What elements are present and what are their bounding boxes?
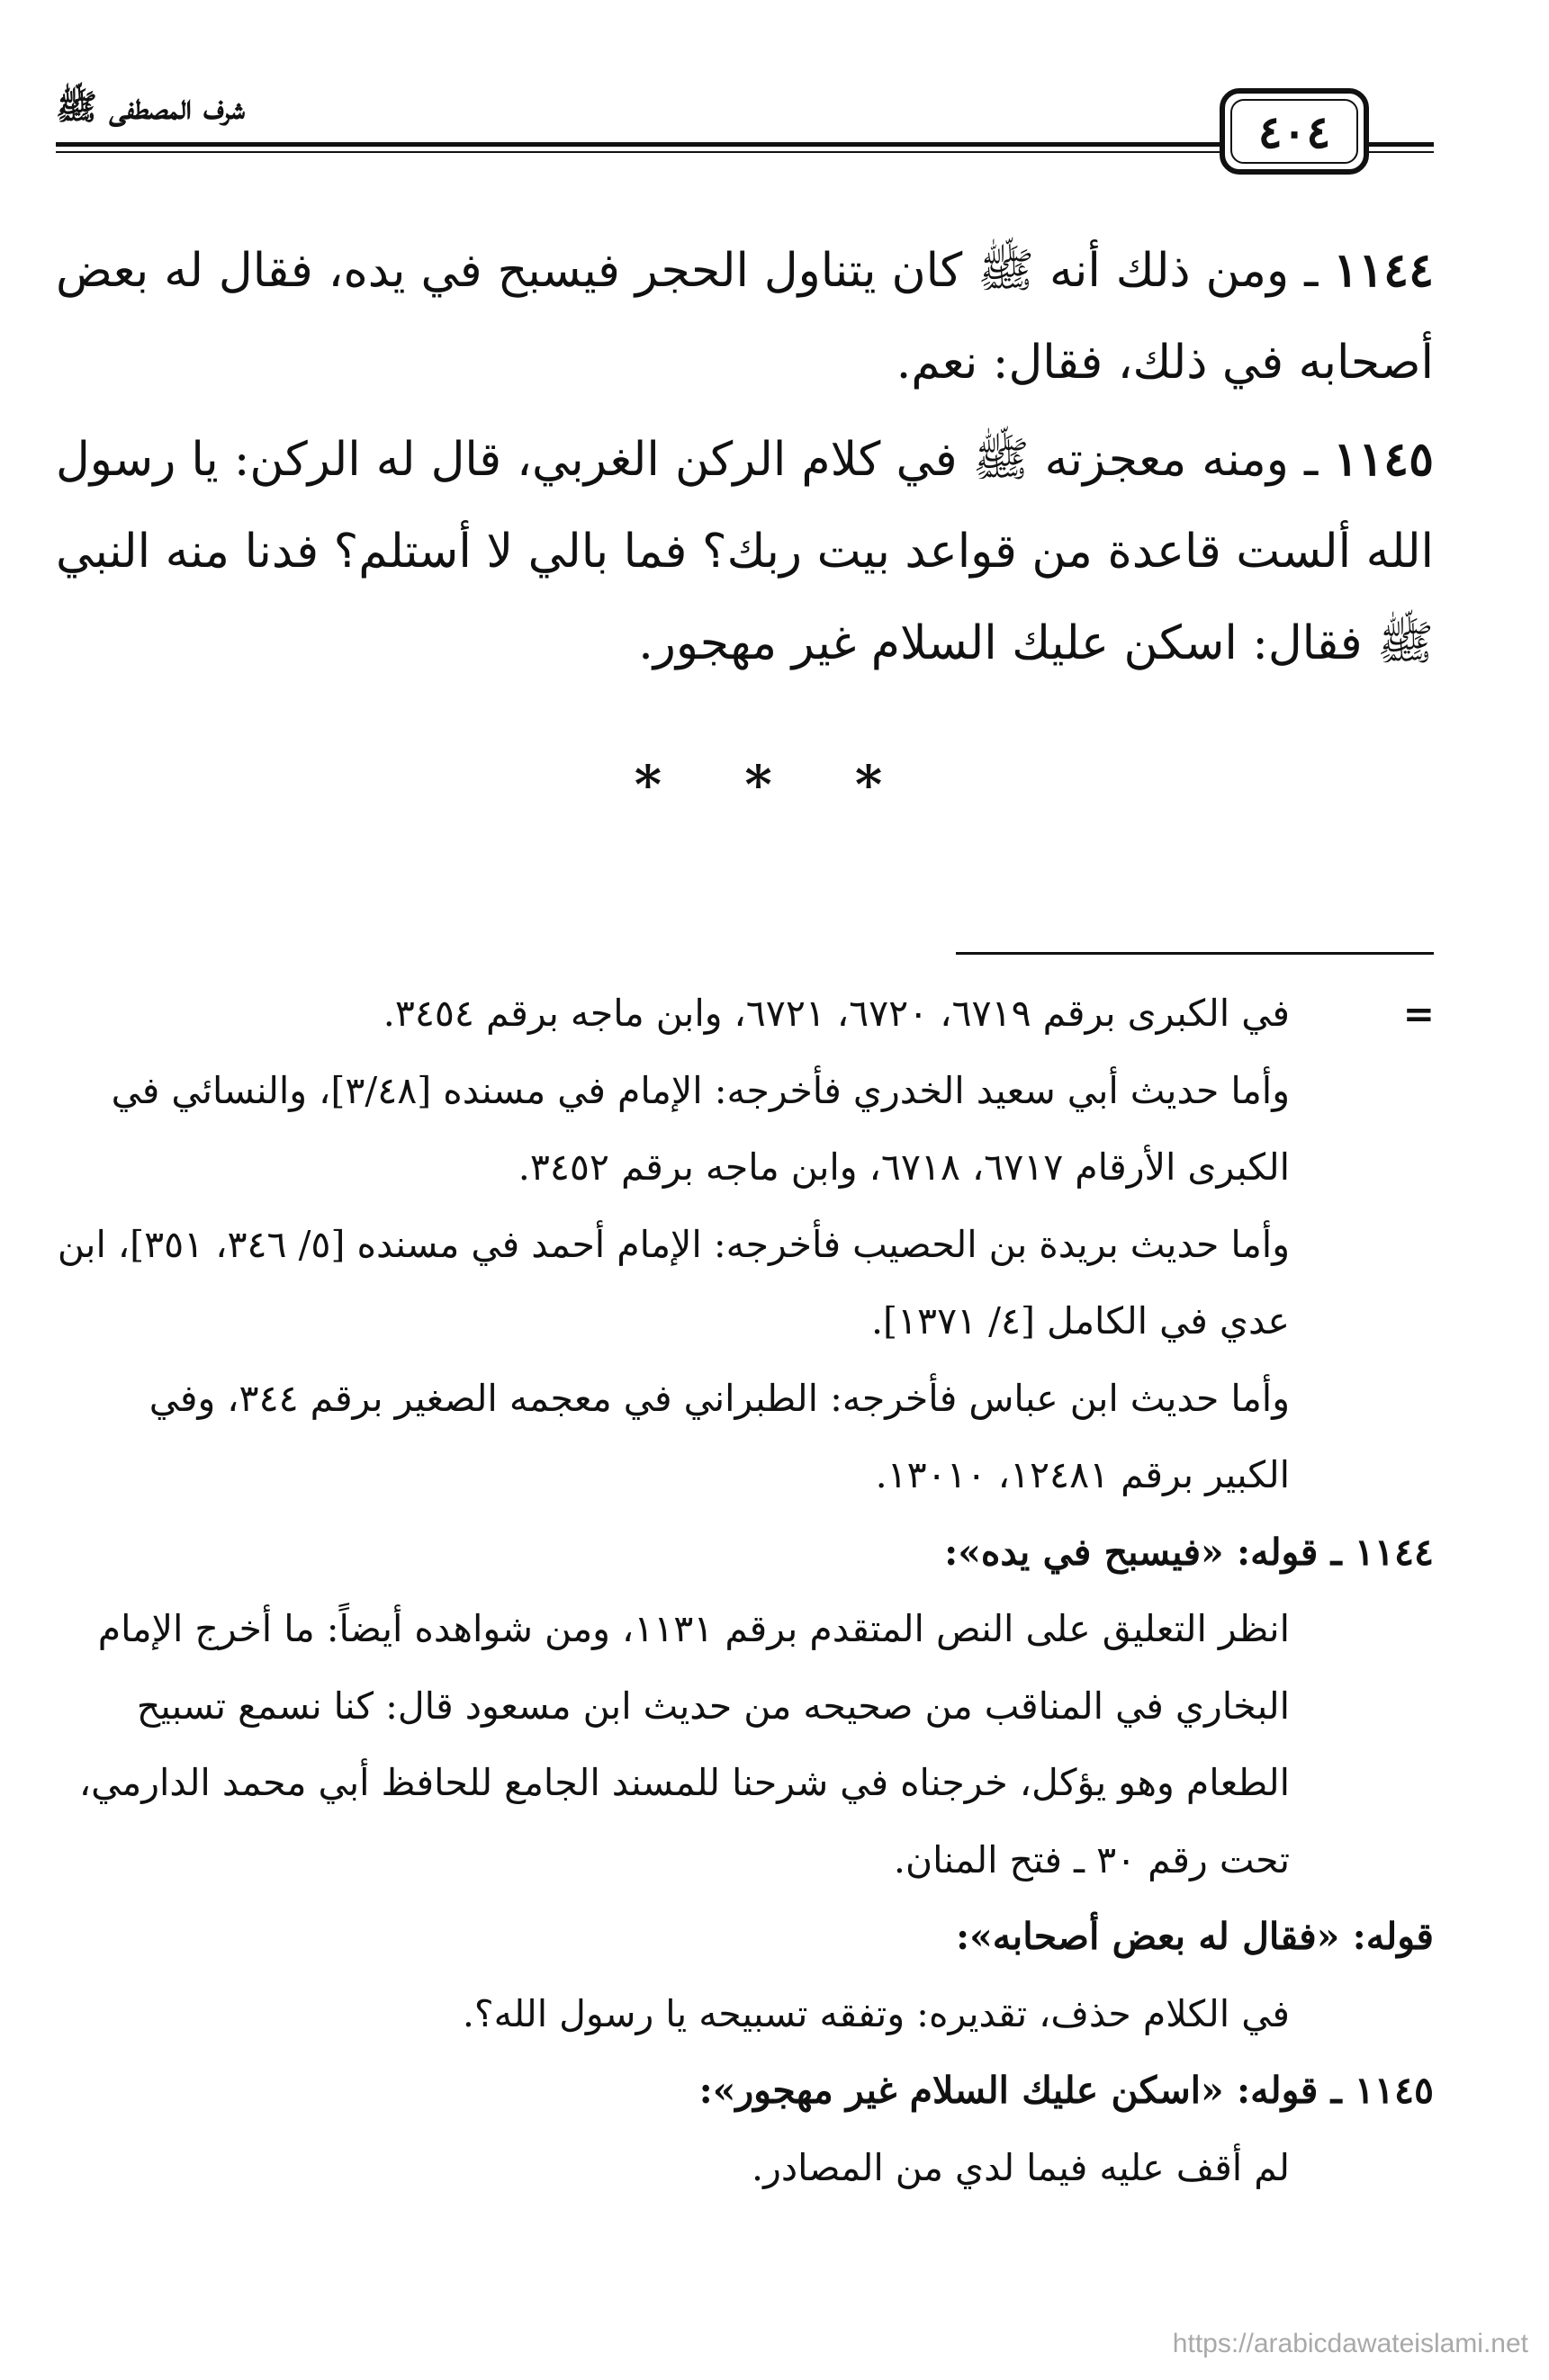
footnotes [56,975,1434,2206]
header-rule-thin [56,151,1220,153]
footnote-heading-1144: ١١٤٤ ـ قوله: «فيسبح في يده»: [944,1530,1434,1574]
paragraph-text: ـ ومن ذلك أنه ﷺ كان يتناول الحجر فيسبح في يده، فقال له بعض أصحابه في ذلك، فقال: نعم. [56,244,1434,390]
footnote-line: وأما حديث ابن عباس فأخرجه: الطبراني في معجمه الصغير برقم ٣٤٤، وفي الكبير برقم ١٢٤٨١، ١٣٠١٠. [149,1376,1290,1496]
main-text [56,225,1434,695]
footnote-heading-companions: قوله: «فقال له بعض أصحابه»: [956,1915,1434,1958]
section-separator: * * * [634,754,915,815]
paragraph-number: ١١٤٥ [1333,432,1434,487]
page-number: ٤٠٤ [1257,104,1331,158]
running-title: شرف المصطفى ﷺ [56,86,245,127]
footnote-line: وأما حديث بريدة بن الحصيب فأخرجه: الإمام أحمد في مسنده [٥/ ٣٤٦، ٣٥١]، ابن عدي في الكامل [٤/ ١٣٧١]. [57,1222,1290,1343]
footnote-text-1144: انظر التعليق على النص المتقدم برقم ١١٣١، ومن شواهده أيضاً: ما أخرج الإمام البخاري في المناقب من صحيحه من حديث ابن مسعود قال: كنا نسمع تسبيح الطعام وهو يؤكل، خرجناه في شرحنا للمسند الجامع للحافظ أبي محمد الدارمي، تحت رقم ٣٠ ـ فتح المنان. [78,1607,1290,1882]
continuation-mark: = [1402,992,1435,1036]
paragraph-1145 [56,414,1434,689]
footnote-heading-1145: ١١٤٥ ـ قوله: «اسكن عليك السلام غير مهجور»: [698,2069,1434,2112]
footnote-rule [956,952,1434,955]
header-rule-right-thin [1369,151,1434,153]
watermark-url: https://arabicdawateislami.net [1172,2329,1528,2358]
paragraph-1144 [56,225,1434,409]
footnote-text-companions: في الكلام حذف، تقديره: وتفقه تسبيحه يا رسول الله؟. [462,1991,1290,2035]
footnote-line: وأما حديث أبي سعيد الخدري فأخرجه: الإمام في مسنده [٣/٤٨]، والنسائي في الكبرى الأرقام ٦٧١٧، ٦٧١٨، وابن ماجه برقم ٣٤٥٢. [111,1068,1290,1189]
footnote-continuation [56,975,1434,1514]
header-rule-right [1369,142,1434,147]
paragraph-number: ١١٤٤ [1333,243,1434,298]
footnote-line: في الكبرى برقم ٦٧١٩، ٦٧٢٠، ٦٧٢١، وابن ماجه برقم ٣٤٥٤. [383,992,1290,1035]
page-number-box [1220,88,1369,175]
header-rule [56,142,1220,147]
paragraph-text: ـ ومنه معجزته ﷺ في كلام الركن الغربي، قال له الركن: يا رسول الله ألست قاعدة من قواعد بيت ربك؟ فما بالي لا أستلم؟ فدنا منه النبي ﷺ فقال: اسكن عليك السلام غير مهجور. [56,433,1434,670]
footnote-text-1145: لم أقف عليه فيما لدي من المصادر. [752,2145,1290,2189]
